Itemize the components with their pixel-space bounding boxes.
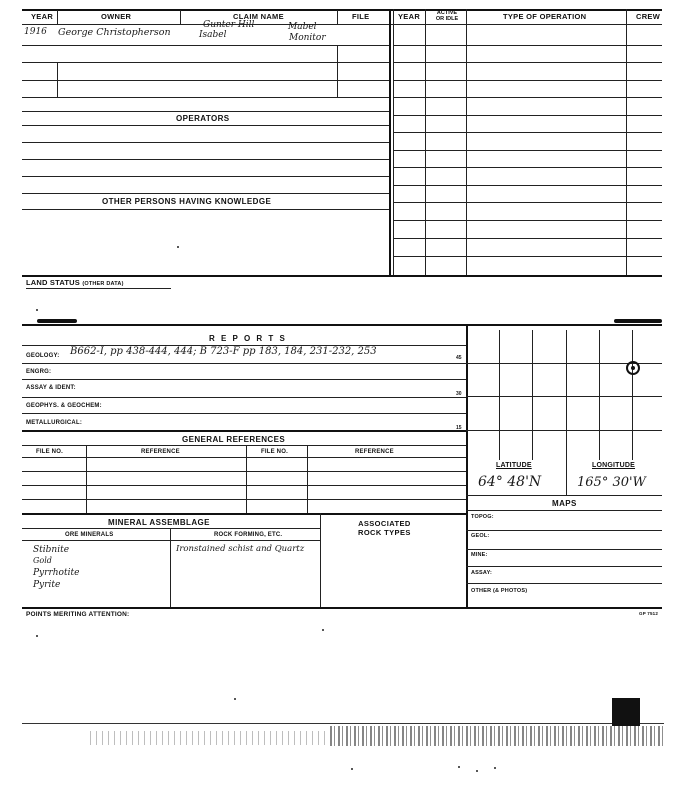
maps-row-topog: TOPOG: <box>471 514 494 520</box>
maps-row-assay: ASSAY: <box>471 570 493 576</box>
maps-row-mine: MINE: <box>471 552 488 558</box>
entry-claim-1: Gunter Hill <box>203 20 255 30</box>
margin-number: 15 <box>456 425 462 431</box>
report-value-geology: B662-I, pp 438-444, 444; B 723-F pp 183, 184, 231-232, 253 <box>70 346 377 357</box>
ref-header-reference-1: REFERENCE <box>141 449 180 455</box>
maps-row-geol: GEOL: <box>471 533 490 539</box>
ref-header-file-1: FILE NO. <box>36 449 63 455</box>
entry-claim-4: Monitor <box>289 33 326 43</box>
operators-label: OPERATORS <box>176 114 230 123</box>
smudge-mark <box>614 319 662 323</box>
bottom-rule <box>22 723 664 724</box>
header-year: YEAR <box>31 12 54 21</box>
entry-year: 1916 <box>24 27 47 37</box>
report-label-geology: GEOLOGY: <box>26 353 60 359</box>
header-claim-name: CLAIM NAME <box>233 12 284 21</box>
margin-number: 30 <box>456 391 462 397</box>
ref-header-reference-2: REFERENCE <box>355 449 394 455</box>
header-owner: OWNER <box>101 12 132 21</box>
activity-header-active: ACTIVE OR IDLE <box>435 10 459 22</box>
mineral-assemblage-title: MINERAL ASSEMBLAGE <box>108 518 210 527</box>
land-status-label: LAND STATUS (OTHER DATA) <box>26 278 124 287</box>
longitude-label: LONGITUDE <box>592 462 636 469</box>
header-underline <box>22 24 662 25</box>
report-label-metallurgical: METALLURGICAL: <box>26 420 83 426</box>
ore-mineral: Pyrrhotite <box>33 568 80 578</box>
activity-header-year: YEAR <box>398 12 421 21</box>
points-label: POINTS MERITING ATTENTION: <box>26 611 130 618</box>
report-label-geophys: GEOPHYS. & GEOCHEM: <box>26 403 102 409</box>
reports-title: R E P O R T S <box>209 334 287 343</box>
ore-mineral: Stibnite <box>33 545 70 555</box>
margin-number: 45 <box>456 355 462 361</box>
associated-rocks-title: ASSOCIATED ROCK TYPES <box>358 519 411 537</box>
ref-header-file-2: FILE NO. <box>261 449 288 455</box>
smudge-mark <box>37 319 77 323</box>
report-label-assay: ASSAY & IDENT: <box>26 385 76 391</box>
entry-claim-3: Mabel <box>288 22 317 32</box>
activity-header-crew: CREW <box>636 12 661 21</box>
ore-minerals-header: ORE MINERALS <box>65 532 114 538</box>
scan-noise-band <box>330 726 664 746</box>
latitude-value: 64° 48'N <box>478 474 542 490</box>
scan-noise-band <box>90 731 330 745</box>
general-references-title: GENERAL REFERENCES <box>182 435 286 444</box>
knowledge-label: OTHER PERSONS HAVING KNOWLEDGE <box>102 197 272 206</box>
top-border <box>22 9 662 11</box>
latitude-label: LATITUDE <box>496 462 532 469</box>
form-id: GP 7512 <box>639 611 659 616</box>
location-marker-icon <box>626 361 640 375</box>
longitude-value: 165° 30'W <box>577 475 646 490</box>
activity-header-type: TYPE OF OPERATION <box>503 12 587 21</box>
ore-mineral: Gold <box>33 556 52 565</box>
ore-mineral: Pyrite <box>33 580 61 590</box>
rock-forming-header: ROCK FORMING, ETC. <box>214 532 283 538</box>
rock-forming-value: Ironstained schist and Quartz <box>176 544 305 554</box>
header-file: FILE <box>352 12 370 21</box>
entry-owner: George Christopherson <box>58 27 171 38</box>
entry-claim-2: Isabel <box>199 30 227 40</box>
maps-row-other: OTHER (& PHOTOS) <box>471 588 528 594</box>
maps-title: MAPS <box>552 499 577 508</box>
report-label-engrg: ENGRG: <box>26 369 52 375</box>
scan-artifact-block <box>612 698 640 726</box>
